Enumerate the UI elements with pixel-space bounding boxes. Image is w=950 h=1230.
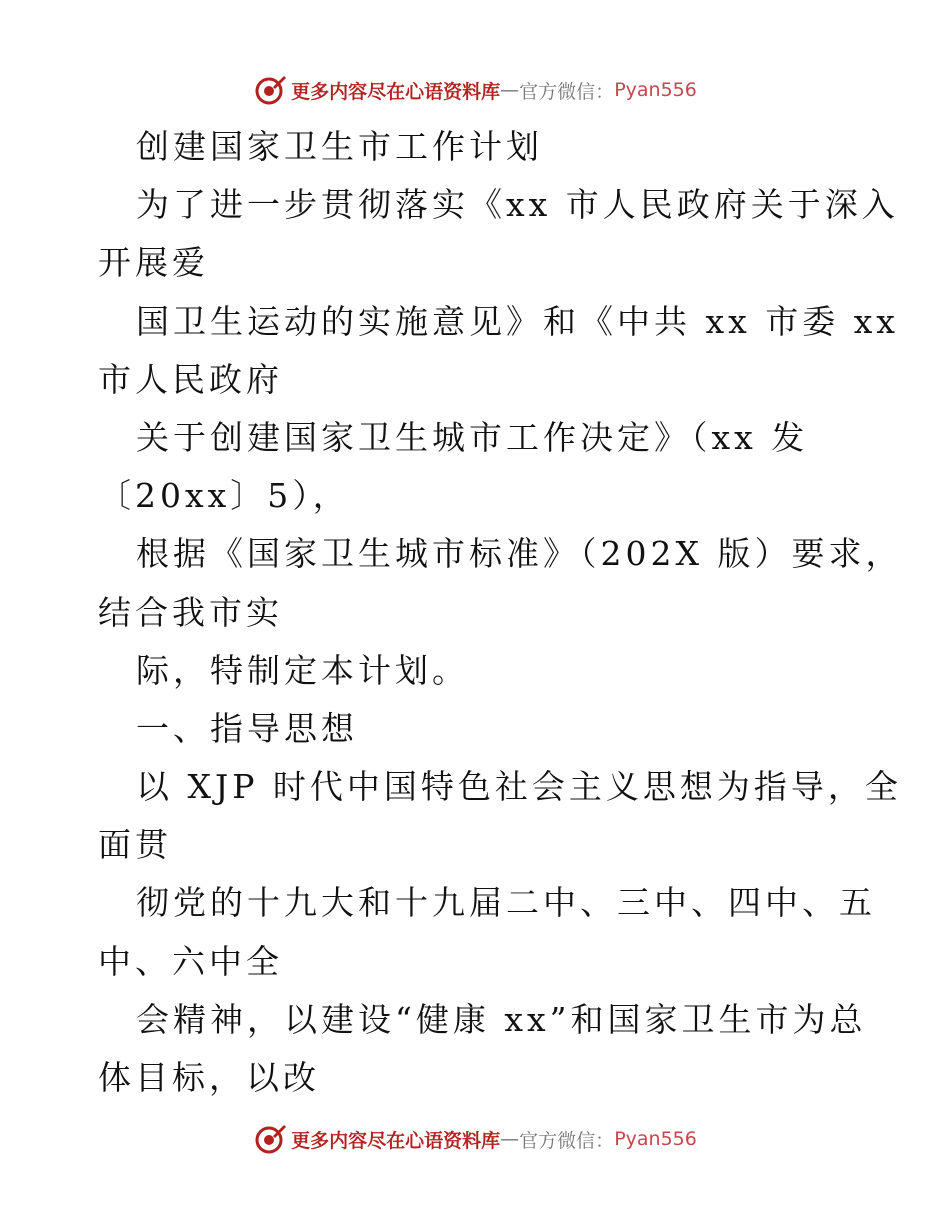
text-line: 以 XJP 时代中国特色社会主义思想为指导，全 (136, 767, 902, 807)
banner-site-text: 更多内容尽在心语资料库 (291, 80, 501, 103)
text-line: 市人民政府 (98, 359, 283, 399)
banner-wechat-id: Pyan556 (614, 1128, 697, 1150)
banner-wechat-id: Pyan556 (614, 79, 697, 101)
text-line: 为了进一步贯彻落实《xx 市人民政府关于深入 (136, 185, 899, 225)
banner-dash: — (500, 1128, 520, 1150)
banner-site-text: 更多内容尽在心语资料库 (291, 1129, 501, 1152)
text-line: 结合我市实 (98, 592, 283, 632)
text-line: 体目标，以改 (98, 1058, 320, 1097)
text-line: 开展爱 (98, 243, 209, 283)
banner-wechat-label: 官方微信： (519, 1129, 615, 1152)
text-line: 彻党的十九大和十九届二中、三中、四中、五 (136, 883, 876, 923)
text-line: 面贯 (98, 825, 172, 865)
footer-banner (0, 1119, 950, 1159)
text-line: 一、指导思想 (136, 708, 358, 748)
text-line: 中、六中全 (98, 941, 283, 981)
text-line: 际，特制定本计划。 (136, 650, 469, 690)
header-banner (0, 70, 950, 110)
text-line: 会精神，以建设“健康 xx”和国家卫生市为总 (136, 999, 867, 1039)
document-body (98, 118, 903, 1107)
banner-wechat-label: 官方微信： (519, 80, 615, 103)
text-line: 国卫生运动的实施意见》和《中共 xx 市委 xx (136, 301, 899, 341)
text-line: 关于创建国家卫生城市工作决定》（xx 发 (136, 417, 809, 457)
pen-logo-icon (253, 73, 287, 107)
text-line: 创建国家卫生市工作计划 (136, 127, 543, 166)
pen-logo-icon (253, 1122, 287, 1156)
text-line: 〔20xx〕5）， (98, 476, 350, 516)
text-line: 根据《国家卫生城市标准》（202X 版）要求， (136, 534, 903, 574)
banner-dash: — (500, 79, 520, 101)
